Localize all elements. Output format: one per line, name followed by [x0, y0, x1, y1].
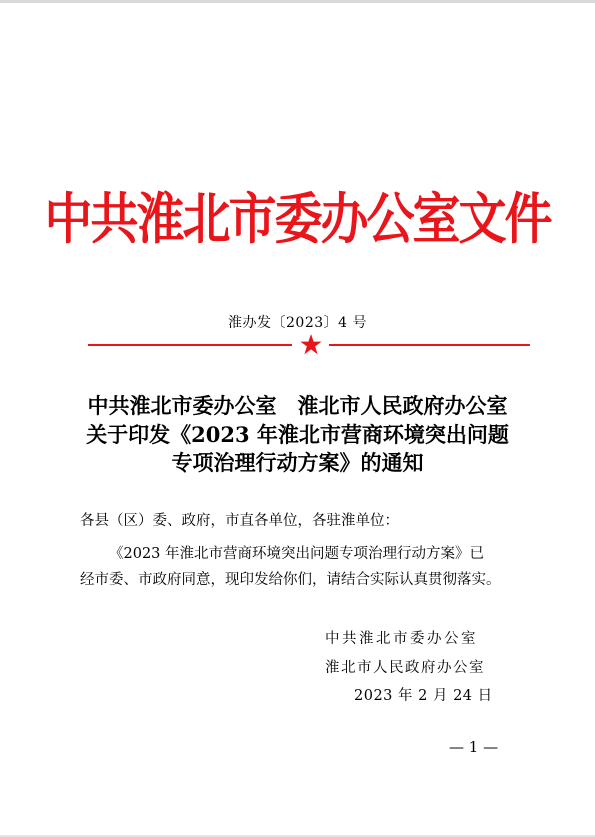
page-number: — 1 —	[449, 738, 499, 756]
salutation: 各县（区）委、政府，市直各单位，各驻淮单位：	[80, 513, 399, 529]
page-top-edge	[0, 0, 595, 3]
document-number: 淮办发〔2023〕4 号	[228, 315, 367, 331]
body-paragraph-line-1: 《2023 年淮北市营商环境突出问题专项治理行动方案》已	[109, 546, 485, 562]
title-line-1: 中共淮北市委办公室 淮北市人民政府办公室	[87, 393, 508, 418]
signature-org-1: 中共淮北市委办公室	[325, 631, 478, 647]
red-rule-right	[329, 344, 530, 346]
signature-date: 2023 年 2 月 24 日	[354, 688, 493, 704]
title-line-3: 专项治理行动方案》的通知	[171, 450, 424, 475]
red-rule-left	[88, 344, 292, 346]
title-line-2: 关于印发《2023 年淮北市营商环境突出问题	[86, 422, 509, 447]
red-star-icon	[299, 333, 323, 357]
signature-org-2: 淮北市人民政府办公室	[325, 660, 485, 676]
document-masthead: 中共淮北市委办公室文件	[44, 187, 551, 252]
body-paragraph-line-2: 经市委、市政府同意，现印发给你们，请结合实际认真贯彻落实。	[80, 572, 501, 588]
